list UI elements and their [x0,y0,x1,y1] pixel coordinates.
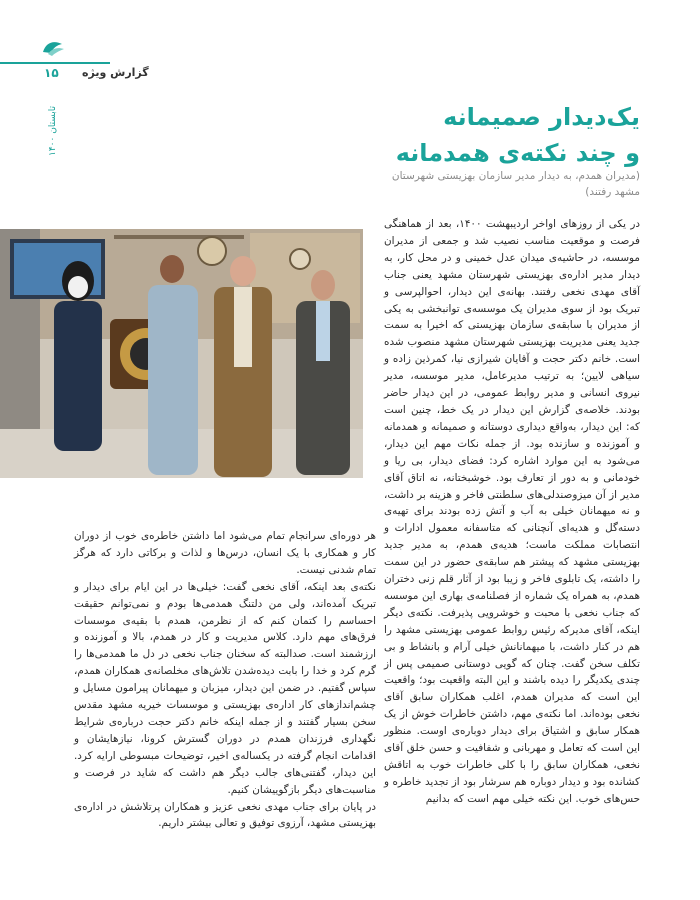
section-label: گزارش ویژه [82,66,149,79]
left-column-paragraph-2: نکته‌ی بعد اینکه، آقای نخعی گفت: خیلی‌ها در این ایام برای دیدار و تبریک آمده‌اند، ولی من دلتنگ همدمی‌ها بودم و نمی‌توانم حقیقت احساسم را کتمان کنم که از نظرمن، همدم با بقیه‌ی موسسات فرق‌های مهم دارد. کلاس مدیریت و کار در همدم، بالا و آموزنده و ارزشمند است. صدالبته که سخنان جناب نخعی در دل ما همدمی‌ها را گرم کرد و خدا را بابت دیده‌شدن تلاش‌های مخلصانه‌ی همکاران همدم، سپاس گفتیم. در ضمن این دیدار، میزبان و میهمانان پیرامون مسایل و چشم‌اندازهای کار اداره‌ی بهزیستی و موسسات خیریه مشهد مقدس سخن بسیار گفتند و از جمله اینکه خانم دکتر حجت درباره‌ی شرایط نگهداری فرزندان همدم در دوران گسترش کرونا، نیازهایشان و اقدامات انجام گرفته در یکساله‌ی اخیر، توضیحات مبسوطی ارایه کرد. این دیدار، گفتنی‌های جالب دیگر هم داشت که شاید در فرصت و مناسبت‌های دیگر بازگوییشان کنیم. [74,580,376,796]
article-subtitle [340,168,640,200]
issue-season: تابستان ۱۴۰۰ [48,105,58,156]
article-title-line2: و چند نکته‌ی همدمانه [395,139,640,167]
meeting-photo [0,229,363,478]
left-column [74,528,376,830]
header-rule [0,62,110,64]
page-number: ۱۵ [44,66,59,80]
meeting-photo-illustration [0,229,363,478]
left-column-paragraph-3: در پایان برای جناب مهدی نخعی عزیز و همکاران پرتلاشش در اداره‌ی بهزیستی مشهد، آرزوی توفیق و تعالی بیشتر داریم. [74,800,376,830]
article-title-line1: یک‌دیدار صمیمانه [443,103,640,131]
subtitle-line2: مشهد رفتند) [585,186,640,198]
right-column-text: در یکی از روزهای اواخر اردیبهشت ۱۴۰۰، بعد از هماهنگی فرصت و موقعیت مناسب نصیب شد و جمعی از مدیران موسسه، در حاشیه‌ی میدان عدل خمینی و در محل کار، به دیدار مدیر اداره‌ی بهزیستی شهرستان مشهد یعنی جناب آقای مهدی نخعی رفتند. بهانه‌ی این دیدار، احوالپرسی و تبریک بود از سوی مدیران یک موسسه‌ی توانبخشی به یکی از مدیران با سابقه‌ی سازمان بهزیستی که اخیرا به سمت جدید یعنی مدیریت بهزیستی شهرستان مشهد منصوب شده است. خانم دکتر حجت و آقایان شیرازی نیا، کمرذین زاده و سیاهی لایین؛ به ترتیب مدیرعامل، مدیر موسسه، مدیر نیروی انسانی و مدیر روابط عمومی، در این دیدار حاضر بودند. خلاصه‌ی گزارش این دیدار در یک خط، چنین است که: این دیدار، به‌واقع دیداری دوستانه و صمیمانه و همدمانه و آموزنده و سازنده بود. از جمله نکات مهم این دیدار، می‌شود به این موارد اشاره کرد: فضای دیدار، بی ریا و خودمانی و به دور از تعارف بود. خوشبختانه، نه اتاق آقای مدیر از آن میزوصندلی‌های سلطنتی فاخر و هزینه بر داشت، و نه میهمانان خیلی به آب و آتش زده بودند برای تهیه‌ی دسته‌گل و هدیه‌ای آنچنانی که متاسفانه معمول ادارات و انتصابات مملکت ماست؛ هدیه‌ی همدم، به مدیر جدید بهزیستی مشهد که پیشتر هم سابقه‌ی حضور در این سمت را داشته، یک تابلوی فاخر و زیبا بود از آثار قلم زنی دختران همدم، به همراه یک شماره از فصلنامه‌ی بهاری این موسسه که جناب نخعی با محبت و خوشرویی پذیرفت. نکته‌ی دیگر اینکه، آقای مدیرکه رئیس روابط عمومی بهزیستی مشهد را هم در کنار داشت، با میهمانانش خیلی آرام و بانشاط و بی تکلف سخن گفت. چنان که گویی دوستانی صمیمی پس از چندی یکدیگر را دیده باشند و این البته واقعیت بود؛ واقعیت این است که مدیران همدم، اغلب همکاران سابق آقای نخعی بوده‌اند. اما نکته‌ی مهم، داشتن خاطرات خوش از یک همکار سابق و اشتیاق برای دیدار دوباره‌ی اوست. منظور این است که تعامل و مهربانی و شفافیت و حسن خلق آقای نخعی، همکاران سابق را با کلی خاطرات خوب به اتاقش کشانده بود و دیدار دوباره هم سرشار بود از تجدید خاطره و حس‌های خوب. این نکته خیلی مهم است که بدانیم [384,218,640,805]
magazine-logo-icon [40,38,66,58]
right-column [384,216,640,846]
left-column-paragraph-1: هر دوره‌ای سرانجام تمام می‌شود اما داشتن خاطره‌ی خوب از دوران کار و همکاری با یک انسان، درس‌ها و لذات و برکاتی دارد که هرگز تمام شدنی نیست. [74,530,376,576]
subtitle-line1: (مدیران همدم، به دیدار مدیر سازمان بهزیستی شهرستان [391,170,640,182]
